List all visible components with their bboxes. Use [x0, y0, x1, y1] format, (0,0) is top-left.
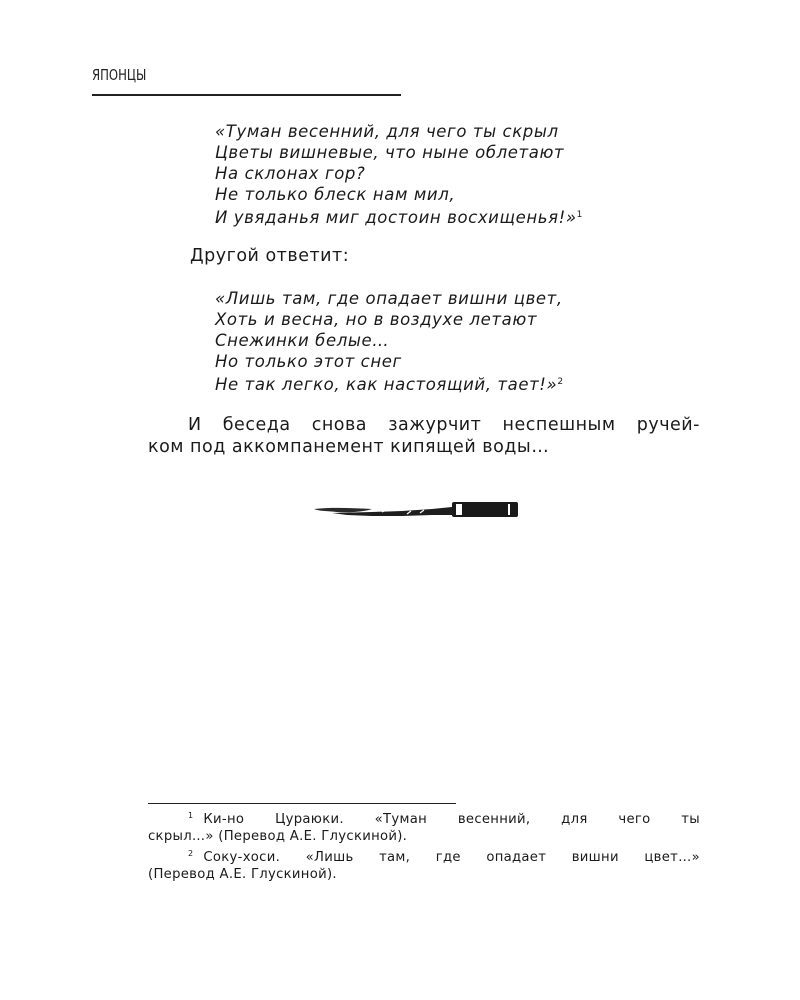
closing-line-2: ком под аккомпанемент кипящей воды…	[148, 437, 550, 457]
poem-line: Не только блеск нам мил,	[215, 185, 456, 204]
footnote-2	[148, 845, 700, 883]
running-title: ЯПОНЦЫ	[92, 66, 147, 84]
footnote-rule	[148, 803, 456, 804]
poem-line-text: Не так легко, как настоящий, тает!»	[215, 375, 558, 394]
poem-line-last	[215, 372, 564, 395]
footnote-number: 2	[188, 849, 194, 858]
poem-line-last	[215, 205, 583, 228]
footnote-text: Ки-но Цураюки. «Туман весенний, для чего ты	[203, 812, 700, 827]
footnote-line	[148, 845, 700, 866]
header-rule	[92, 94, 401, 96]
footnotes	[148, 807, 700, 883]
footnote-text: Соку-хоси. «Лишь там, где опадает вишни цвет…»	[203, 850, 700, 865]
footnote-ref-1[interactable]: 1	[576, 210, 583, 220]
footnote-1	[148, 807, 700, 845]
footnote-number: 1	[188, 811, 194, 820]
poem-line: На склонах гор?	[215, 164, 366, 183]
poem-line-text: И увяданья миг достоин восхищенья!»	[215, 208, 577, 227]
poem-2	[215, 288, 564, 395]
reply-text: Другой ответит:	[190, 246, 350, 266]
footnote-text-cont: скрыл…» (Перевод А.Е. Глускиной).	[148, 829, 408, 844]
poem-line: «Лишь там, где опадает вишни цвет,	[215, 289, 563, 308]
poem-line: Снежинки белые…	[215, 331, 390, 350]
brush-ornament-icon	[312, 498, 522, 526]
footnote-line	[148, 807, 700, 828]
footnote-text-cont: (Перевод А.Е. Глускиной).	[148, 867, 337, 882]
footnote-ref-2[interactable]: 2	[557, 377, 564, 387]
poem-line: «Туман весенний, для чего ты скрыл	[215, 122, 559, 141]
poem-1	[215, 121, 583, 228]
closing-paragraph	[148, 414, 700, 458]
poem-line: Но только этот снег	[215, 352, 402, 371]
poem-line: Цветы вишневые, что ныне облетают	[215, 143, 565, 162]
closing-line-1: И беседа снова зажурчит неспешным ручей-	[188, 415, 700, 435]
poem-line: Хоть и весна, но в воздухе летают	[215, 310, 538, 329]
